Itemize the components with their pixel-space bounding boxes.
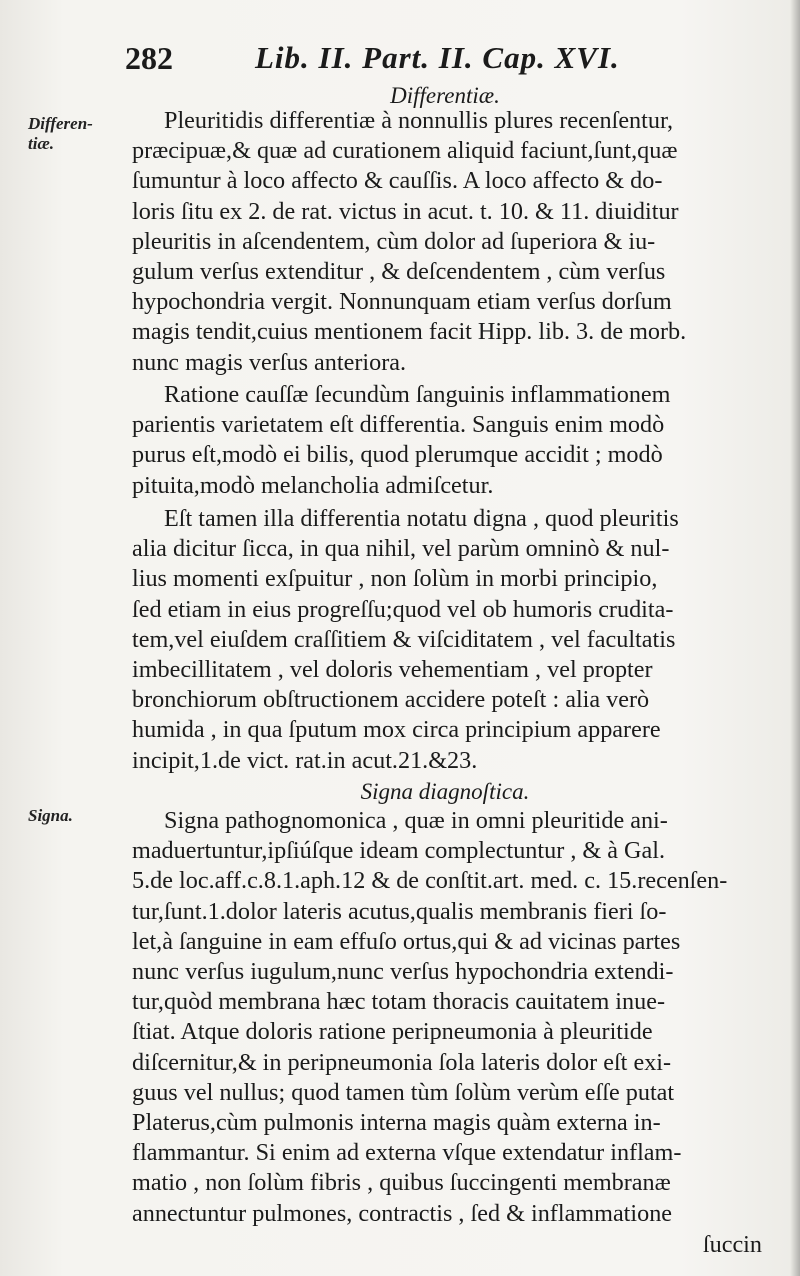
text-line: loris ſitu ex 2. de rat. victus in acut. t. 10. & 11. diuiditur xyxy=(132,197,679,225)
text-line: Eſt tamen illa differentia notatu digna , quod pleuritis xyxy=(164,505,679,532)
text-line: gulum verſus extenditur , & deſcendentem , cùm verſus xyxy=(132,258,666,286)
text-line: purus eſt,modò ei bilis, quod plerumque accidit ; modò xyxy=(132,441,663,469)
catchword: ſuccin xyxy=(702,1231,762,1258)
text-line: pituita,modò melancholia admiſcetur. xyxy=(132,471,494,499)
text-line: flammantur. Si enim ad externa vſque extendatur inflam- xyxy=(132,1139,682,1167)
section-title-signa: Signa diagnoſtica. xyxy=(360,779,530,804)
text-line: parientis varietatem eſt differentia. Sanguis enim modò xyxy=(132,411,665,439)
text-line: hypochondria vergit. Nonnunquam etiam verſus dorſum xyxy=(132,288,672,316)
section-title-differentiae: Differentiæ. xyxy=(390,83,500,108)
text-line: ſtiat. Atque doloris ratione peripneumonia à pleuritide xyxy=(132,1018,653,1046)
text-line: incipit,1.de vict. rat.in acut.21.&23. xyxy=(132,746,478,774)
paragraph-3 xyxy=(132,504,762,776)
running-head: Lib. II. Part. II. Cap. XVI. xyxy=(255,40,620,75)
text-line: nunc verſus iugulum,nunc verſus hypochondria extendi- xyxy=(132,958,674,986)
text-line: Signa pathognomonica , quæ in omni pleuritide ani- xyxy=(164,807,668,834)
page-number: 282 xyxy=(125,40,173,76)
text-line: guus vel nullus; quod tamen tùm ſolùm verùm eſſe putat xyxy=(132,1078,675,1106)
text-line: let,à ſanguine in eam effuſo ortus,qui & ad vicinas partes xyxy=(132,927,681,955)
text-line: præcipuæ,& quæ ad curationem aliquid faciunt,ſunt,quæ xyxy=(132,137,678,165)
text-line: imbecillitatem , vel doloris vehementiam , vel propter xyxy=(132,656,653,684)
text-line: Ratione cauſſæ ſecundùm ſanguinis inflammationem xyxy=(164,381,671,408)
text-line: 5.de loc.aff.c.8.1.aph.12 & de conſtit.art. med. c. 15.recenſen- xyxy=(132,867,728,895)
margin-note-differentiae: Differen- tiæ. xyxy=(28,114,93,153)
text-line: alia dicitur ſicca, in qua nihil, vel parùm omninò & nul- xyxy=(132,535,670,563)
text-line: humida , in qua ſputum mox circa principium apparere xyxy=(132,716,661,744)
margin-note-signa: Signa. xyxy=(28,806,73,825)
text-line: maduertuntur,ipſiúſque ideam complectuntur , & à Gal. xyxy=(132,837,666,865)
text-line: ſed etiam in eius progreſſu;quod vel ob humoris crudita- xyxy=(132,595,674,623)
text-line: ſumuntur à loco affecto & cauſſis. A loco affecto & do- xyxy=(132,167,663,195)
text-line: nunc magis verſus anteriora. xyxy=(132,348,407,376)
text-line: lius momenti exſpuitur , non ſolùm in morbi principio, xyxy=(132,565,658,593)
text-line: pleuritis in aſcendentem, cùm dolor ad ſuperiora & iu- xyxy=(132,227,656,255)
text-line: tem,vel eiuſdem craſſitiem & viſciditatem , vel facultatis xyxy=(132,625,676,653)
text-line: matio , non ſolùm fibris , quibus ſuccingenti membranæ xyxy=(132,1169,671,1197)
text-line: tur,ſunt.1.dolor lateris acutus,qualis membranis fieri ſo- xyxy=(132,897,667,925)
text-line: annectuntur pulmones, contractis , ſed & inflammatione xyxy=(132,1199,673,1227)
text-line: Platerus,cùm pulmonis interna magis quàm externa in- xyxy=(132,1109,661,1137)
text-line: bronchiorum obſtructionem accidere poteſt : alia verò xyxy=(132,686,650,714)
text-line: diſcernitur,& in peripneumonia ſola lateris dolor eſt exi- xyxy=(132,1048,672,1076)
paragraph-4 xyxy=(132,806,762,1229)
paragraph-1 xyxy=(132,106,762,378)
page-header xyxy=(125,40,765,84)
page-edge-shadow xyxy=(790,0,800,1276)
paragraph-2 xyxy=(132,380,762,501)
text-line: Pleuritidis differentiæ à nonnullis plures recenſentur, xyxy=(164,107,674,134)
text-line: tur,quòd membrana hæc totam thoracis cauitatem inue- xyxy=(132,988,665,1016)
text-line: magis tendit,cuius mentionem facit Hipp. lib. 3. de morb. xyxy=(132,318,687,346)
